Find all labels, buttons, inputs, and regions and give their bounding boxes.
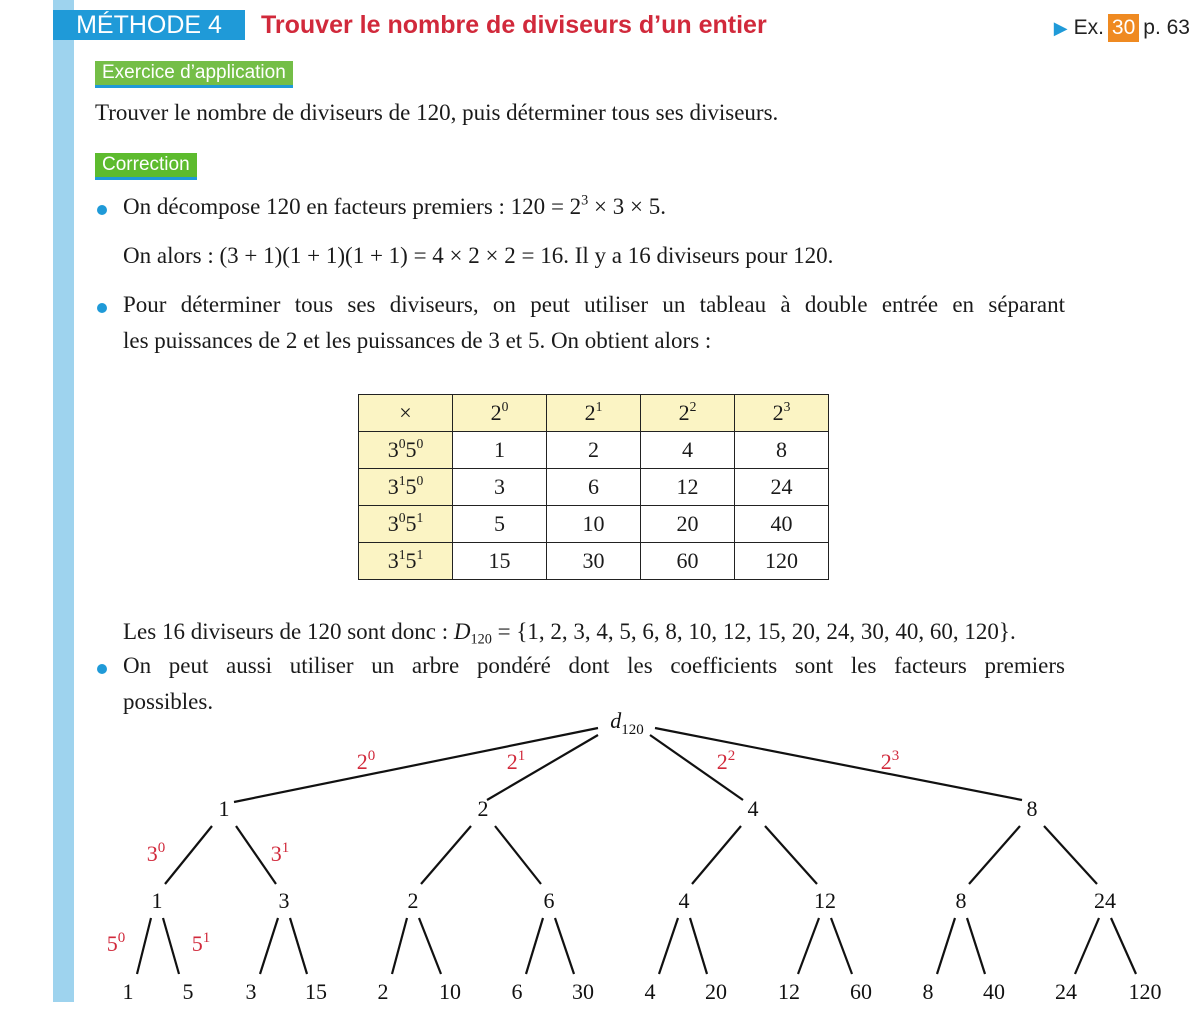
tree-node-level-2: 2 (407, 888, 419, 913)
tree-node-level-3: 120 (1128, 979, 1162, 1004)
row-power-3-base: 3 (387, 548, 399, 573)
table-cell: 1 (453, 432, 547, 469)
column-power-base: 2 (678, 400, 690, 425)
table-cell: 5 (453, 506, 547, 543)
column-power-base: 2 (490, 400, 502, 425)
tree-branch (555, 918, 574, 974)
table-cell: 60 (641, 543, 735, 580)
correction-label: Correction (95, 153, 197, 180)
table-cell: 40 (735, 506, 829, 543)
power-exponent: 3 (581, 192, 589, 209)
row-power-5-base: 5 (405, 474, 417, 499)
exercise-prefix: Ex. (1073, 16, 1104, 39)
tree-node-level-3: 40 (983, 979, 1005, 1004)
divisors-prefix: Les 16 diviseurs de 120 sont donc : (123, 619, 449, 644)
tree-branch (967, 918, 985, 974)
tree-branch (650, 735, 743, 800)
row-power-5-exponent: 1 (416, 547, 424, 563)
tree-branch (495, 826, 541, 884)
table-cell: 8 (735, 432, 829, 469)
tree-branch (1111, 918, 1136, 974)
tree-node-level-3: 4 (644, 979, 656, 1004)
tree-node-level-3: 15 (305, 979, 327, 1004)
tree-branch (937, 918, 955, 974)
row-power-3-base: 3 (387, 437, 399, 462)
row-power-3-exponent: 0 (398, 436, 406, 452)
equals-sign: = (550, 194, 564, 219)
tree-node-level-2: 3 (278, 888, 290, 913)
tree-node-level-3: 30 (572, 979, 594, 1004)
tree-branch (1075, 918, 1099, 974)
tree-node-level-2: 6 (543, 888, 555, 913)
tree-branch (659, 918, 678, 974)
tree-branch (392, 918, 407, 974)
table-cell: 4 (641, 432, 735, 469)
exercise-statement: Trouver le nombre de diviseurs de 120, puis déterminer tous ses diviseurs. (95, 100, 779, 125)
tree-node-level-1: 8 (1026, 796, 1038, 821)
tree-weight-power-of-3: $3^0$ (146, 840, 166, 866)
tree-node-level-1: 4 (747, 796, 759, 821)
tree-branch (419, 918, 441, 974)
table-intro-line-2: les puissances de 2 et les puissances de 3 et 5. On obtient alors : (123, 328, 712, 353)
tree-weight-power-of-2: $2^3$ (880, 748, 900, 774)
table-cell: 10 (547, 506, 641, 543)
tree-node-level-3: 10 (439, 979, 461, 1004)
tree-node-level-3: 6 (511, 979, 523, 1004)
table-cell: 24 (735, 469, 829, 506)
row-power-5-base: 5 (405, 437, 417, 462)
tree-node-level-3: 1 (122, 979, 134, 1004)
column-power-base: 2 (584, 400, 596, 425)
tree-intro-line-1: On peut aussi utiliser un arbre pondéré dont les coefficients sont les facteurs premiers (123, 653, 1065, 678)
column-power-base: 2 (772, 400, 784, 425)
column-power-exponent: 0 (501, 399, 509, 415)
tree-node-level-2: 4 (678, 888, 690, 913)
tree-branch (163, 918, 179, 974)
tree-branch (487, 735, 598, 800)
row-power-3-base: 3 (387, 474, 399, 499)
divisor-set: = {1, 2, 3, 4, 5, 6, 8, 10, 12, 15, 20, 24, 30, 40, 60, 120}. (497, 619, 1016, 644)
tree-weight-power-of-3: $3^1$ (270, 840, 290, 866)
tree-branch (692, 826, 741, 884)
row-power-5-exponent: 0 (416, 436, 424, 452)
tree-node-level-3: 24 (1055, 979, 1077, 1004)
row-power-3-base: 3 (387, 511, 399, 536)
column-power-exponent: 1 (595, 399, 603, 415)
table-cell: 2 (547, 432, 641, 469)
tree-node-level-2: 8 (955, 888, 967, 913)
play-arrow-icon: ▶ (1053, 18, 1068, 38)
tree-node-level-3: 60 (850, 979, 872, 1004)
table-cell: 30 (547, 543, 641, 580)
table-cell: 3 (453, 469, 547, 506)
row-power-3-exponent: 0 (398, 510, 406, 526)
tree-weight-power-of-2: $2^1$ (506, 748, 526, 774)
tree-branch (234, 728, 598, 802)
exercise-number-badge: 30 (1108, 14, 1139, 42)
divisor-set-subscript: 120 (470, 631, 492, 648)
table-cell: 12 (641, 469, 735, 506)
row-power-5-exponent: 0 (416, 473, 424, 489)
tree-node-level-2: 24 (1094, 888, 1116, 913)
table-cell: 15 (453, 543, 547, 580)
table-cell: 120 (735, 543, 829, 580)
divisor-set-symbol: D (453, 619, 471, 644)
tree-node-level-2: 1 (151, 888, 163, 913)
table-cell: 20 (641, 506, 735, 543)
method-title: Trouver le nombre de diviseurs d’un entier (261, 11, 767, 39)
tree-branch (290, 918, 307, 974)
tree-node-level-3: 8 (922, 979, 934, 1004)
tree-branch (421, 826, 471, 884)
tree-weight-power-of-2: $2^0$ (356, 748, 376, 774)
tree-node-level-2: 12 (814, 888, 836, 913)
tree-weight-power-of-2: $2^2$ (716, 748, 736, 774)
tree-weight-power-of-5: $5^0$ (106, 930, 126, 956)
table-cell: 6 (547, 469, 641, 506)
tree-branch (260, 918, 278, 974)
column-power-exponent: 2 (689, 399, 697, 415)
tree-branch (765, 826, 817, 884)
tree-branch (690, 918, 707, 974)
tree-branch (831, 918, 852, 974)
table-corner-cell: × (359, 395, 453, 432)
table-intro-line-1: Pour déterminer tous ses diviseurs, on peut utiliser un tableau à double entrée en séparant (123, 292, 1065, 317)
row-power-3-exponent: 1 (398, 473, 406, 489)
power-base: 2 (569, 194, 582, 219)
row-power-5-base: 5 (405, 511, 417, 536)
tree-node-level-3: 2 (377, 979, 389, 1004)
tree-intro-line-2: possibles. (123, 689, 214, 714)
tree-branch (137, 918, 151, 974)
tree-node-level-3: 12 (778, 979, 800, 1004)
tree-node-level-1: 2 (477, 796, 489, 821)
row-power-5-exponent: 1 (416, 510, 424, 526)
factorization-rest: × 3 × 5. (588, 194, 666, 219)
tree-node-level-3: 3 (245, 979, 257, 1004)
tree-branch (1044, 826, 1097, 884)
row-power-3-exponent: 1 (398, 547, 406, 563)
factorization-text: On décompose 120 en facteurs premiers : 120 (123, 194, 546, 219)
tree-node-level-1: 1 (218, 796, 230, 821)
tree-branch (969, 826, 1020, 884)
method-badge: MÉTHODE 4 (53, 10, 245, 40)
divisor-count-line: On alors : (3 + 1)(1 + 1)(1 + 1) = 4 × 2 × 2 = 16. Il y a 16 diviseurs pour 120. (123, 243, 834, 268)
tree-weight-power-of-5: $5^1$ (191, 930, 211, 956)
exercise-label: Exercice d’application (95, 61, 293, 88)
tree-branch (798, 918, 819, 974)
tree-root-label: $d_{120}$ (610, 708, 644, 738)
exercise-page: p. 63 (1143, 16, 1190, 39)
tree-node-level-3: 5 (182, 979, 194, 1004)
tree-node-level-3: 20 (705, 979, 727, 1004)
row-power-5-base: 5 (405, 548, 417, 573)
tree-branch (165, 826, 212, 884)
tree-branch (655, 728, 1022, 800)
tree-branch (526, 918, 543, 974)
column-power-exponent: 3 (783, 399, 791, 415)
